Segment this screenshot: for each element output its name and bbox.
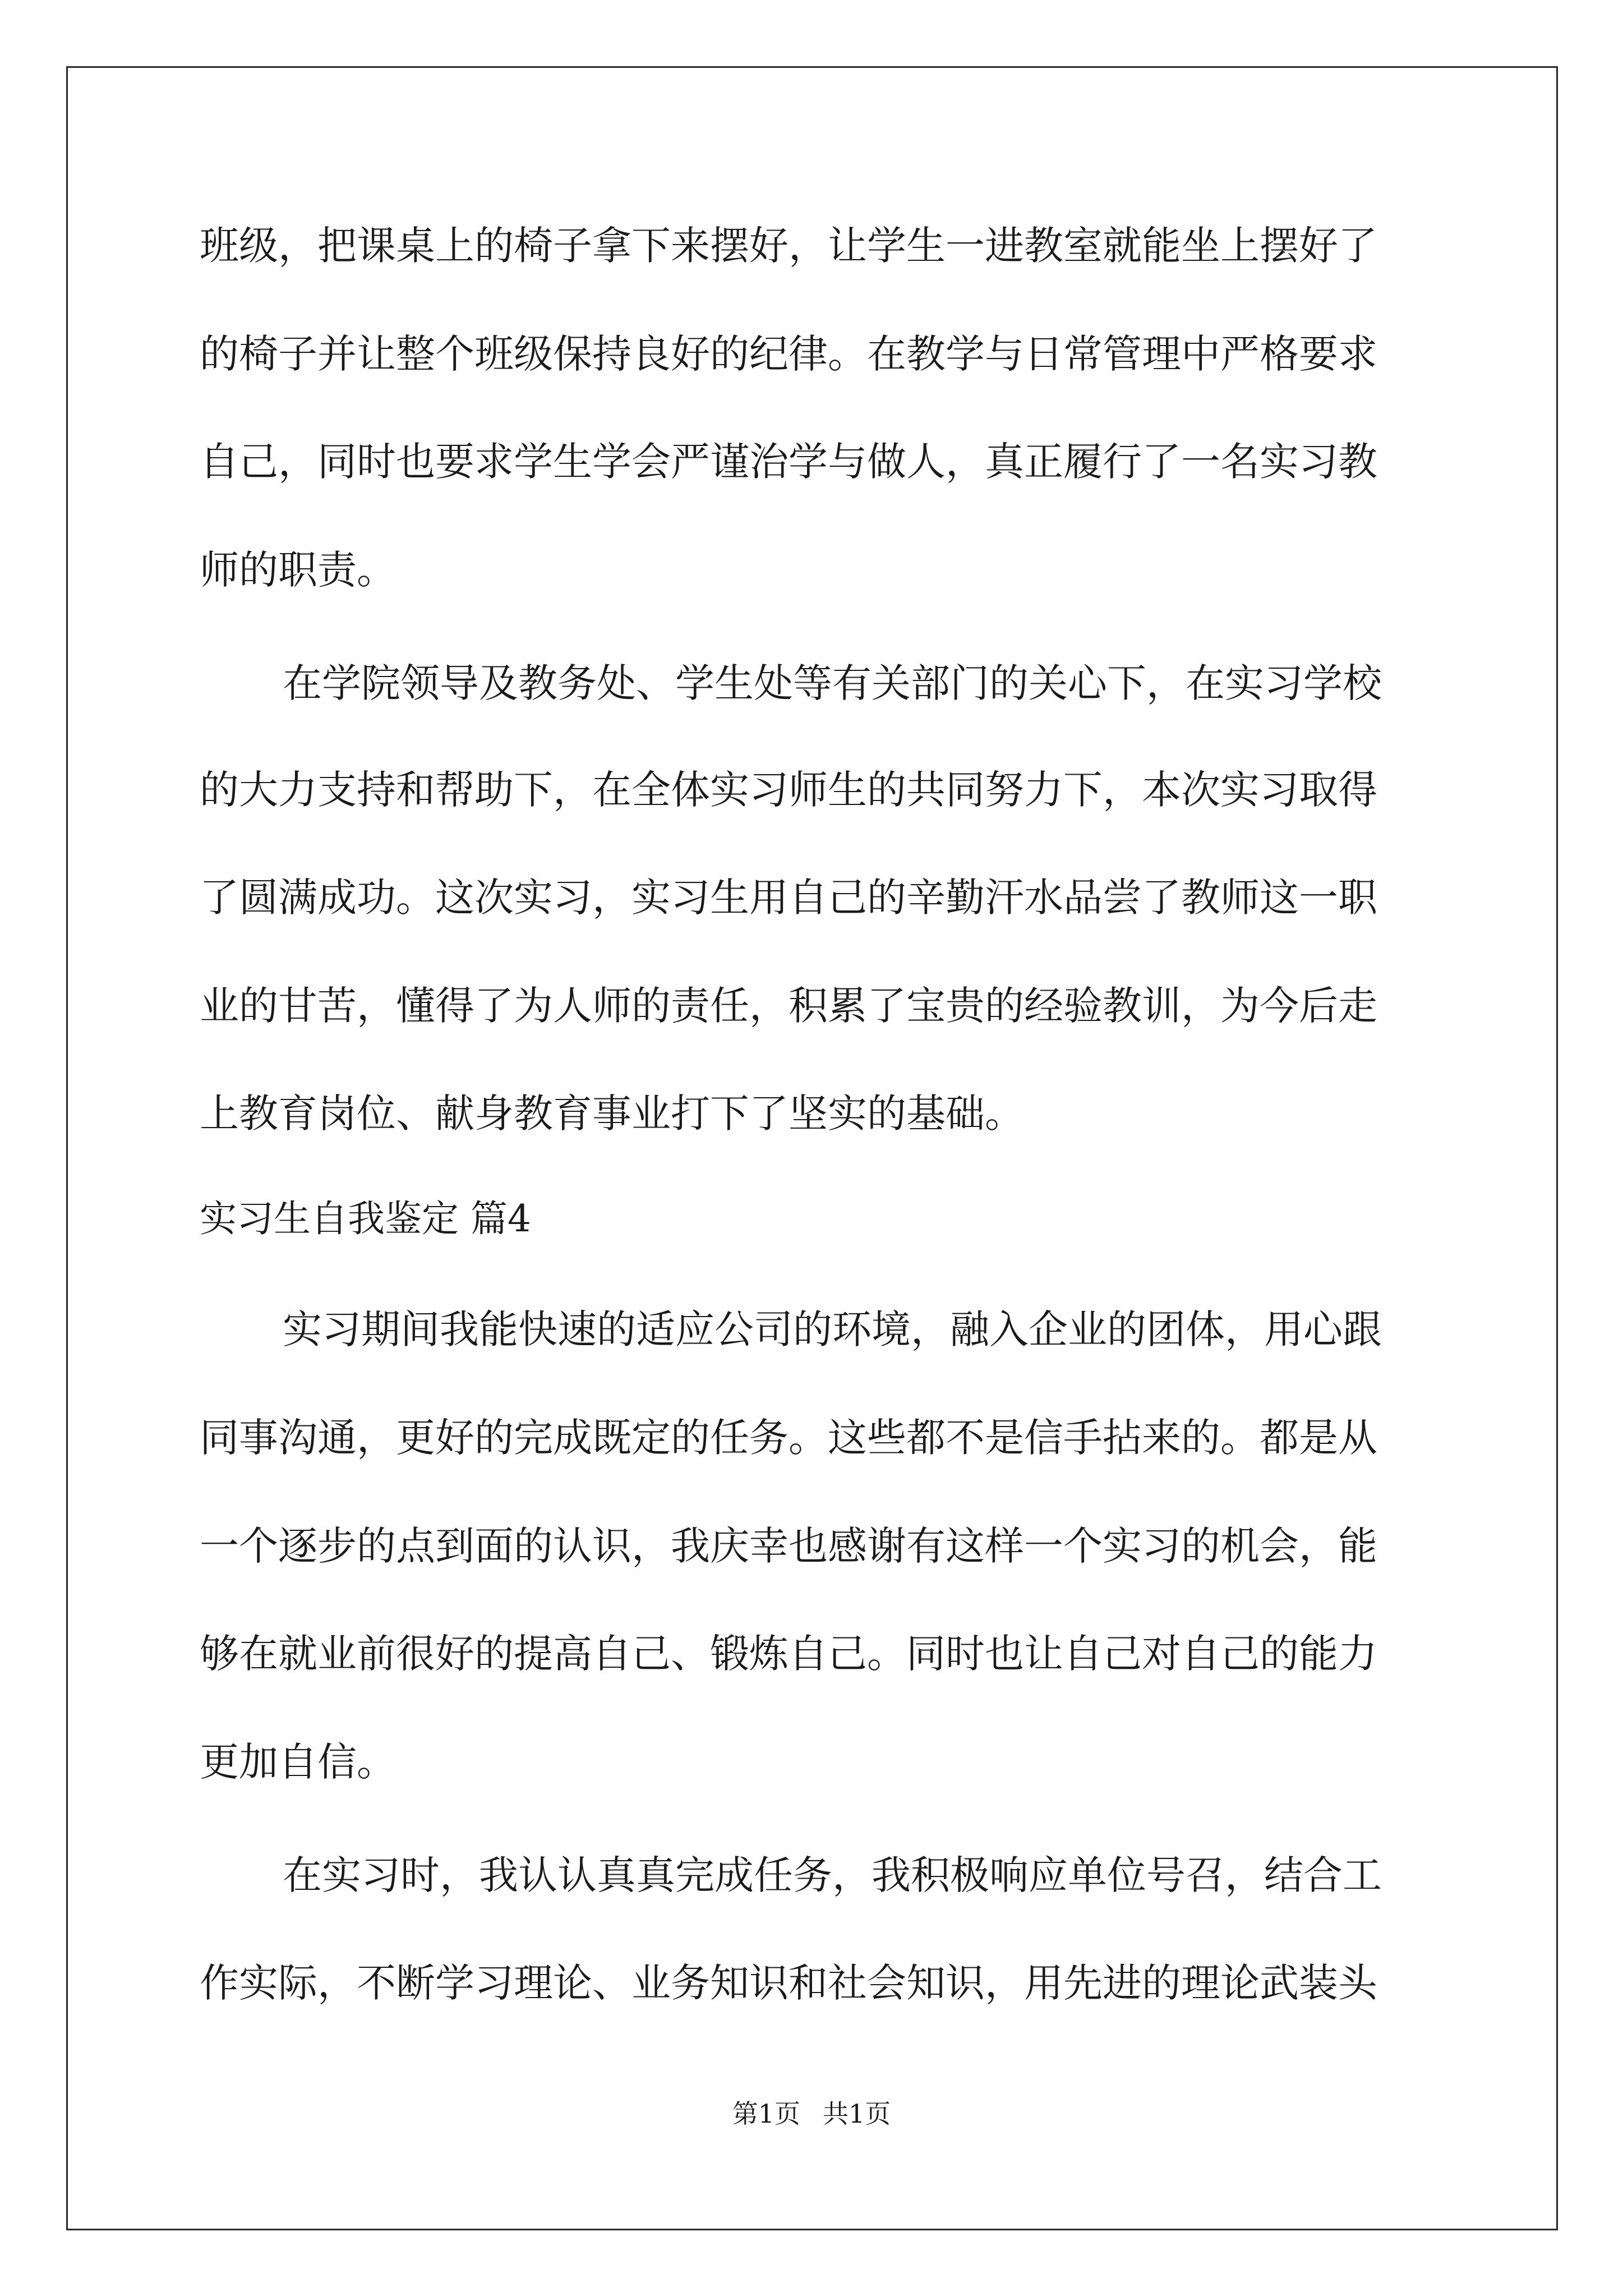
text-line-10: 实习期间我能快速的适应公司的环境，融入企业的团体，用心跟: [283, 1306, 1382, 1352]
text-line-7: 了圆满成功。这次实习，实习生用自己的辛勤汗水品尝了教师这一职: [200, 875, 1377, 921]
text-line-9: 上教育岗位、献身教育事业打下了坚实的基础。: [200, 1091, 1024, 1137]
text-line-6: 的大力支持和帮助下，在全体实习师生的共同努力下，本次实习取得: [200, 767, 1377, 813]
text-line-3: 自己，同时也要求学生学会严谨治学与做人，真正履行了一名实习教: [200, 439, 1377, 485]
page-number: 第1页: [732, 2099, 800, 2129]
total-pages: 共1页: [823, 2099, 891, 2129]
text-line-16: 作实际，不断学习理论、业务知识和社会知识，用先进的理论武装头: [200, 1960, 1377, 2006]
text-line-11: 同事沟通，更好的完成既定的任务。这些都不是信手拈来的。都是从: [200, 1415, 1377, 1461]
text-line-13: 够在就业前很好的提高自己、锻炼自己。同时也让自己对自己的能力: [200, 1631, 1377, 1677]
text-line-15: 在实习时，我认认真真完成任务，我积极响应单位号召，结合工: [283, 1852, 1382, 1898]
page-footer: [0, 2097, 1623, 2131]
text-line-12: 一个逐步的点到面的认识，我庆幸也感谢有这样一个实习的机会，能: [200, 1523, 1377, 1569]
text-line-2: 的椅子并让整个班级保持良好的纪律。在教学与日常管理中严格要求: [200, 331, 1377, 377]
text-line-14: 更加自信。: [200, 1739, 396, 1785]
text-line-8: 业的甘苦，懂得了为人师的责任，积累了宝贵的经验教训，为今后走: [200, 983, 1377, 1029]
text-line-1: 班级，把课桌上的椅子拿下来摆好，让学生一进教室就能坐上摆好了: [200, 223, 1377, 269]
text-line-5: 在学院领导及教务处、学生处等有关部门的关心下，在实习学校: [283, 660, 1382, 706]
section-heading: 实习生自我鉴定 篇4: [200, 1197, 531, 1240]
text-line-4: 师的职责。: [200, 547, 396, 593]
